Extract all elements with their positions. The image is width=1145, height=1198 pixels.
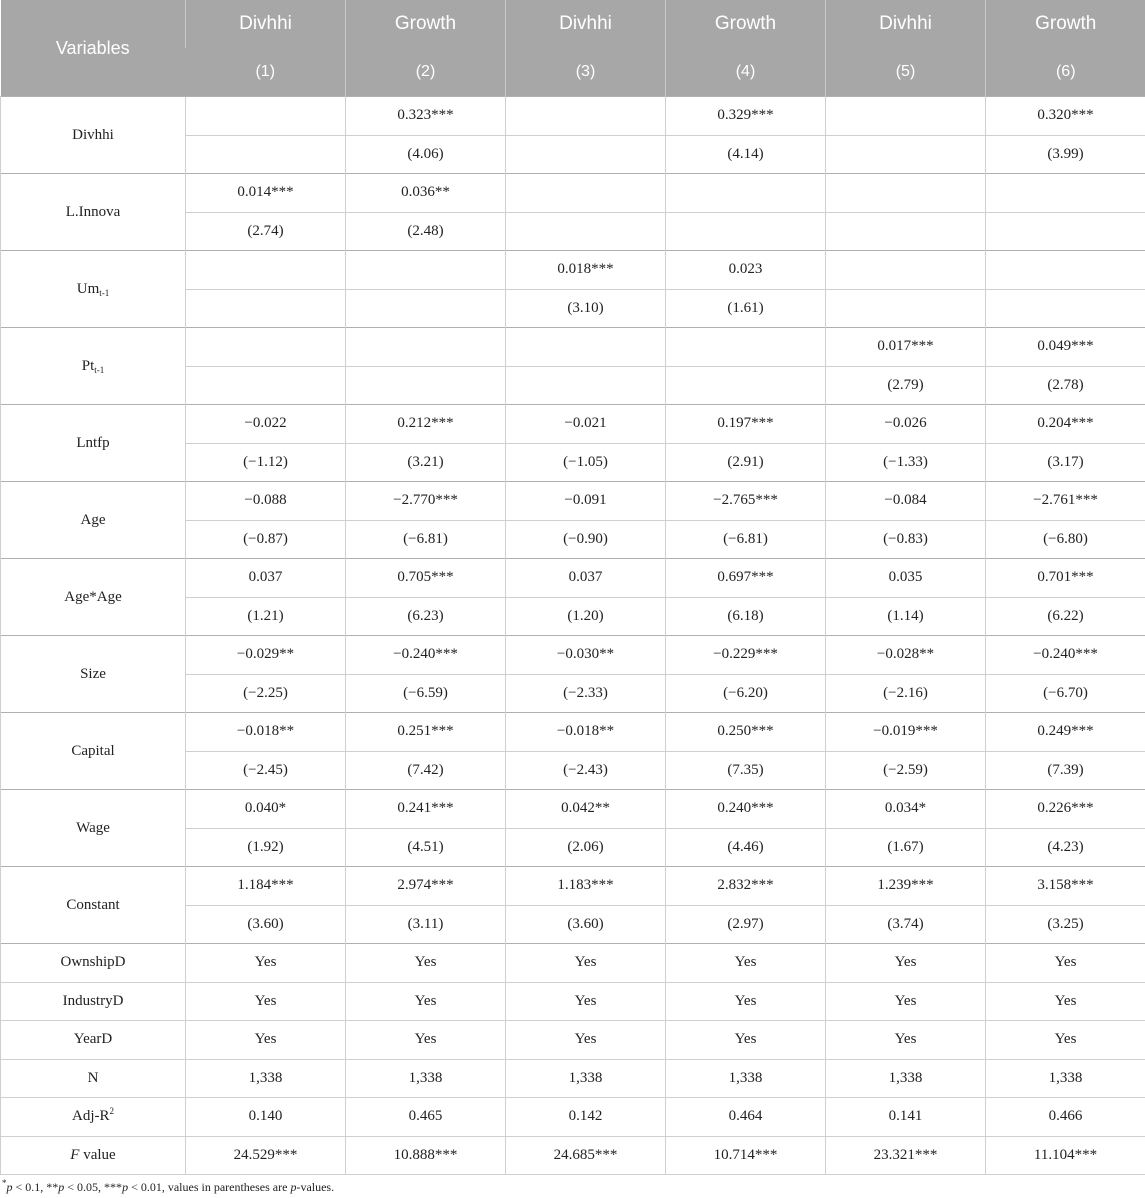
column-name: Divhhi — [826, 0, 986, 48]
row-label — [1, 482, 186, 559]
statistic-cell: (2.48) — [346, 212, 506, 251]
column-number: (1) — [186, 48, 346, 97]
row-label-text: Constant — [66, 896, 120, 913]
coefficient-cell: 0.226*** — [986, 790, 1145, 829]
coefficient-cell: −0.029** — [186, 636, 346, 675]
statistic-cell: (−6.81) — [346, 520, 506, 559]
coefficient-cell: 3.158*** — [986, 867, 1145, 906]
statistic-cell: (2.91) — [666, 443, 826, 482]
statistic-cell: (−6.81) — [666, 520, 826, 559]
statistic-cell: (1.61) — [666, 289, 826, 328]
footnote-star: * — [2, 1178, 7, 1188]
column-name: Growth — [986, 0, 1145, 48]
value-cell: Yes — [346, 982, 506, 1021]
statistic-cell — [826, 135, 986, 174]
row-label — [1, 790, 186, 867]
row-label — [1, 1059, 186, 1098]
row-label-text: Um — [76, 280, 100, 297]
row-label — [1, 1021, 186, 1060]
coefficient-cell: −0.030** — [506, 636, 666, 675]
column-name: Divhhi — [506, 0, 666, 48]
statistic-cell — [506, 212, 666, 251]
coefficient-cell: −2.761*** — [986, 482, 1145, 521]
statistic-cell: (3.25) — [986, 905, 1145, 944]
coefficient-cell: 0.240*** — [666, 790, 826, 829]
statistic-cell — [186, 135, 346, 174]
row-label — [1, 636, 186, 713]
value-cell: 1,338 — [666, 1059, 826, 1098]
coefficient-cell: −0.018** — [186, 713, 346, 752]
statistic-cell: (−2.25) — [186, 674, 346, 713]
row-label — [1, 1136, 186, 1175]
row-label-text: Age — [80, 511, 106, 528]
coefficient-cell — [506, 97, 666, 136]
column-number: (3) — [506, 48, 666, 97]
statistic-cell: (7.35) — [666, 751, 826, 790]
coefficient-cell: −0.028** — [826, 636, 986, 675]
statistic-cell: (3.74) — [826, 905, 986, 944]
row-label-text: OwnshipD — [60, 954, 126, 971]
table-row — [1, 328, 1145, 367]
row-label-subscript: t-1 — [99, 287, 110, 298]
coefficient-cell — [186, 97, 346, 136]
value-cell: 1,338 — [826, 1059, 986, 1098]
coefficient-cell: −0.240*** — [346, 636, 506, 675]
coefficient-cell: 0.705*** — [346, 559, 506, 598]
column-number: (2) — [346, 48, 506, 97]
value-cell: Yes — [186, 982, 346, 1021]
coefficient-cell: 0.049*** — [986, 328, 1145, 367]
coefficient-cell: −0.229*** — [666, 636, 826, 675]
coefficient-cell: 0.250*** — [666, 713, 826, 752]
statistic-cell: (4.51) — [346, 828, 506, 867]
statistic-cell: (2.79) — [826, 366, 986, 405]
row-label — [1, 867, 186, 944]
column-name: Divhhi — [186, 0, 346, 48]
statistic-cell: (7.39) — [986, 751, 1145, 790]
statistic-cell: (−1.33) — [826, 443, 986, 482]
row-label-superscript: 2 — [109, 1106, 114, 1117]
row-label-subscript: t-1 — [94, 364, 105, 375]
statistic-cell: (2.74) — [186, 212, 346, 251]
statistic-cell: (6.22) — [986, 597, 1145, 636]
coefficient-cell — [986, 174, 1145, 213]
value-cell: 1,338 — [986, 1059, 1145, 1098]
coefficient-cell: 1.239*** — [826, 867, 986, 906]
statistic-cell: (−2.16) — [826, 674, 986, 713]
table-row — [1, 1136, 1145, 1175]
table-row — [1, 174, 1145, 213]
footnote-p: p — [6, 1180, 13, 1194]
statistic-cell: (−2.43) — [506, 751, 666, 790]
table-body — [1, 97, 1145, 1175]
table-row — [1, 1059, 1145, 1098]
statistic-cell — [186, 289, 346, 328]
coefficient-cell: −0.088 — [186, 482, 346, 521]
column-number: (4) — [666, 48, 826, 97]
coefficient-cell: −2.770*** — [346, 482, 506, 521]
statistic-cell — [346, 289, 506, 328]
coefficient-cell: 0.249*** — [986, 713, 1145, 752]
table-row — [1, 713, 1145, 752]
statistic-cell: (−6.59) — [346, 674, 506, 713]
statistic-cell: (3.60) — [186, 905, 346, 944]
coefficient-cell: 0.037 — [186, 559, 346, 598]
value-cell: Yes — [666, 944, 826, 983]
coefficient-cell: 0.036** — [346, 174, 506, 213]
value-cell: 0.464 — [666, 1098, 826, 1137]
statistic-cell — [826, 212, 986, 251]
table-row — [1, 944, 1145, 983]
row-label-text: L.Innova — [65, 203, 121, 220]
footnote-p: p — [122, 1180, 129, 1194]
value-cell: 0.465 — [346, 1098, 506, 1137]
statistic-cell: (3.11) — [346, 905, 506, 944]
footnote-text: < 0.01, values in parentheses are — [128, 1180, 291, 1194]
table-row — [1, 867, 1145, 906]
table-row — [1, 251, 1145, 290]
value-cell: 0.142 — [506, 1098, 666, 1137]
coefficient-cell: 0.251*** — [346, 713, 506, 752]
statistic-cell: (7.42) — [346, 751, 506, 790]
statistic-cell — [666, 366, 826, 405]
statistic-cell: (−6.20) — [666, 674, 826, 713]
table-footnote — [2, 1180, 334, 1195]
statistic-cell: (−2.33) — [506, 674, 666, 713]
coefficient-cell: 0.697*** — [666, 559, 826, 598]
statistic-cell: (3.21) — [346, 443, 506, 482]
coefficient-cell — [186, 328, 346, 367]
statistic-cell — [666, 212, 826, 251]
row-label — [1, 944, 186, 983]
row-label — [1, 1098, 186, 1137]
table-row — [1, 982, 1145, 1021]
row-label-text: Divhhi — [72, 126, 114, 143]
row-label — [1, 982, 186, 1021]
coefficient-cell: 0.017*** — [826, 328, 986, 367]
value-cell: 1,338 — [346, 1059, 506, 1098]
coefficient-cell — [826, 251, 986, 290]
statistic-cell — [186, 366, 346, 405]
statistic-cell: (2.97) — [666, 905, 826, 944]
statistic-cell: (−6.80) — [986, 520, 1145, 559]
statistic-cell: (4.06) — [346, 135, 506, 174]
row-label-text: IndustryD — [62, 992, 124, 1009]
coefficient-cell: 0.212*** — [346, 405, 506, 444]
coefficient-cell — [186, 251, 346, 290]
variables-header: Variables — [1, 0, 186, 97]
statistic-cell — [506, 366, 666, 405]
statistic-cell: (6.18) — [666, 597, 826, 636]
value-cell: 0.466 — [986, 1098, 1145, 1137]
coefficient-cell: −0.019*** — [826, 713, 986, 752]
row-label — [1, 174, 186, 251]
coefficient-cell: 0.037 — [506, 559, 666, 598]
value-cell: Yes — [346, 944, 506, 983]
footnote-text: < 0.05, *** — [64, 1180, 123, 1194]
table-row — [1, 1021, 1145, 1060]
statistic-cell: (−0.83) — [826, 520, 986, 559]
table-row — [1, 1098, 1145, 1137]
value-cell: Yes — [986, 944, 1145, 983]
table-row — [1, 405, 1145, 444]
coefficient-cell: 0.204*** — [986, 405, 1145, 444]
row-label-text: Lntfp — [76, 434, 110, 451]
coefficient-cell — [346, 251, 506, 290]
value-cell: 24.685*** — [506, 1136, 666, 1175]
column-number: (5) — [826, 48, 986, 97]
row-label — [1, 713, 186, 790]
coefficient-cell — [666, 328, 826, 367]
footnote-text: -values. — [296, 1180, 335, 1194]
statistic-cell: (1.20) — [506, 597, 666, 636]
coefficient-cell: −0.018** — [506, 713, 666, 752]
row-label — [1, 328, 186, 405]
table-row — [1, 559, 1145, 598]
value-cell: Yes — [826, 1021, 986, 1060]
table-row — [1, 97, 1145, 136]
coefficient-cell: 0.042** — [506, 790, 666, 829]
statistic-cell: (1.14) — [826, 597, 986, 636]
value-cell: 11.104*** — [986, 1136, 1145, 1175]
coefficient-cell: −0.021 — [506, 405, 666, 444]
coefficient-cell: 0.197*** — [666, 405, 826, 444]
table-header — [1, 0, 1145, 97]
statistic-cell: (−1.05) — [506, 443, 666, 482]
statistic-cell: (1.67) — [826, 828, 986, 867]
coefficient-cell: 2.974*** — [346, 867, 506, 906]
coefficient-cell: 0.701*** — [986, 559, 1145, 598]
coefficient-cell: −0.022 — [186, 405, 346, 444]
statistic-cell: (2.06) — [506, 828, 666, 867]
statistic-cell: (1.92) — [186, 828, 346, 867]
coefficient-cell: 0.034* — [826, 790, 986, 829]
value-cell: 10.714*** — [666, 1136, 826, 1175]
value-cell: 0.140 — [186, 1098, 346, 1137]
coefficient-cell: 2.832*** — [666, 867, 826, 906]
statistic-cell — [506, 135, 666, 174]
coefficient-cell: 0.014*** — [186, 174, 346, 213]
table-row — [1, 790, 1145, 829]
column-number: (6) — [986, 48, 1145, 97]
value-cell: Yes — [346, 1021, 506, 1060]
row-label — [1, 405, 186, 482]
statistic-cell: (−0.87) — [186, 520, 346, 559]
statistic-cell: (3.60) — [506, 905, 666, 944]
coefficient-cell: 0.040* — [186, 790, 346, 829]
statistic-cell: (6.23) — [346, 597, 506, 636]
coefficient-cell — [826, 97, 986, 136]
statistic-cell: (−6.70) — [986, 674, 1145, 713]
coefficient-cell: 0.018*** — [506, 251, 666, 290]
value-cell: Yes — [186, 1021, 346, 1060]
statistic-cell: (4.14) — [666, 135, 826, 174]
value-cell: Yes — [826, 982, 986, 1021]
statistic-cell: (−2.59) — [826, 751, 986, 790]
coefficient-cell — [506, 174, 666, 213]
statistic-cell: (3.99) — [986, 135, 1145, 174]
column-name: Growth — [666, 0, 826, 48]
coefficient-cell: −0.084 — [826, 482, 986, 521]
statistic-cell: (−1.12) — [186, 443, 346, 482]
value-cell: Yes — [986, 982, 1145, 1021]
value-cell: Yes — [506, 1021, 666, 1060]
table-row — [1, 636, 1145, 675]
statistic-cell: (−2.45) — [186, 751, 346, 790]
value-cell: Yes — [666, 1021, 826, 1060]
coefficient-cell: 0.320*** — [986, 97, 1145, 136]
coefficient-cell: −0.026 — [826, 405, 986, 444]
row-label-text: Adj-R — [72, 1108, 110, 1125]
row-label-text: F — [70, 1146, 80, 1163]
statistic-cell — [986, 212, 1145, 251]
value-cell: Yes — [986, 1021, 1145, 1060]
coefficient-cell: 0.323*** — [346, 97, 506, 136]
footnote-p: p — [58, 1180, 65, 1194]
coefficient-cell — [506, 328, 666, 367]
value-cell: 1,338 — [186, 1059, 346, 1098]
value-cell: Yes — [506, 944, 666, 983]
coefficient-cell — [986, 251, 1145, 290]
row-label-text: value — [79, 1146, 116, 1163]
statistic-cell — [826, 289, 986, 328]
row-label-text: Wage — [76, 819, 110, 836]
coefficient-cell: 0.023 — [666, 251, 826, 290]
statistic-cell: (4.46) — [666, 828, 826, 867]
coefficient-cell: 0.035 — [826, 559, 986, 598]
statistic-cell: (4.23) — [986, 828, 1145, 867]
coefficient-cell — [346, 328, 506, 367]
value-cell: Yes — [826, 944, 986, 983]
value-cell: 10.888*** — [346, 1136, 506, 1175]
value-cell: 24.529*** — [186, 1136, 346, 1175]
row-label-text: Age*Age — [64, 588, 122, 605]
statistic-cell: (3.10) — [506, 289, 666, 328]
row-label — [1, 559, 186, 636]
footnote-p: p — [290, 1180, 297, 1194]
statistic-cell — [346, 366, 506, 405]
coefficient-cell: 1.183*** — [506, 867, 666, 906]
value-cell: 0.141 — [826, 1098, 986, 1137]
footnote-text: < 0.1, ** — [12, 1180, 59, 1194]
row-label — [1, 97, 186, 174]
value-cell: Yes — [506, 982, 666, 1021]
table-row — [1, 482, 1145, 521]
coefficient-cell: 0.329*** — [666, 97, 826, 136]
value-cell: Yes — [186, 944, 346, 983]
row-label-text: Pt — [81, 357, 95, 374]
statistic-cell: (3.17) — [986, 443, 1145, 482]
value-cell: 1,338 — [506, 1059, 666, 1098]
coefficient-cell: 1.184*** — [186, 867, 346, 906]
statistic-cell — [986, 289, 1145, 328]
row-label — [1, 251, 186, 328]
row-label-text: N — [87, 1069, 99, 1086]
value-cell: 23.321*** — [826, 1136, 986, 1175]
value-cell: Yes — [666, 982, 826, 1021]
statistic-cell: (1.21) — [186, 597, 346, 636]
coefficient-cell: 0.241*** — [346, 790, 506, 829]
column-name: Growth — [346, 0, 506, 48]
row-label-text: Size — [80, 665, 106, 682]
row-label-text: Capital — [71, 742, 115, 759]
coefficient-cell: −2.765*** — [666, 482, 826, 521]
coefficient-cell: −0.240*** — [986, 636, 1145, 675]
statistic-cell: (−0.90) — [506, 520, 666, 559]
coefficient-cell: −0.091 — [506, 482, 666, 521]
coefficient-cell — [666, 174, 826, 213]
statistic-cell: (2.78) — [986, 366, 1145, 405]
row-label-text: YearD — [73, 1031, 113, 1048]
coefficient-cell — [826, 174, 986, 213]
